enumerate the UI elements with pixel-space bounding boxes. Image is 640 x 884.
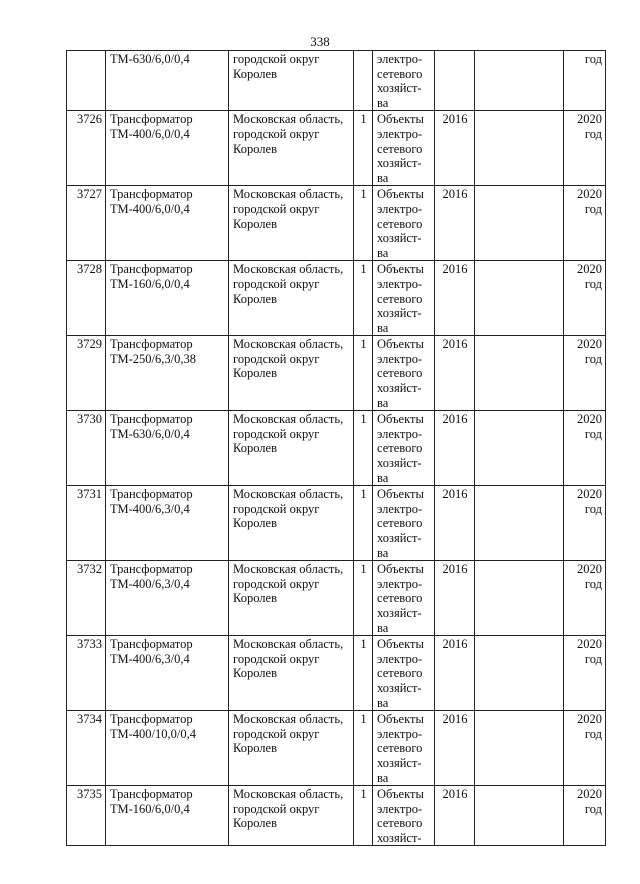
asset-location-line: Королев xyxy=(233,816,277,831)
row-number: 3735 xyxy=(67,786,106,846)
asset-name-line: ТМ-400/6,3/0,4 xyxy=(110,651,190,666)
table-row xyxy=(67,636,606,711)
empty-cell xyxy=(475,486,564,561)
asset-deadline xyxy=(564,561,606,636)
asset-category xyxy=(373,261,435,336)
table-row xyxy=(67,261,606,336)
asset-deadline xyxy=(564,486,606,561)
asset-category-line: электро- xyxy=(377,276,423,291)
asset-category-line: Объекты xyxy=(377,412,424,427)
asset-deadline-line: год xyxy=(584,576,602,591)
asset-deadline-line: год xyxy=(584,126,602,141)
asset-deadline-line: год xyxy=(584,201,602,216)
empty-cell xyxy=(475,186,564,261)
asset-name-line: ТМ-630/6,0/0,4 xyxy=(110,426,190,441)
asset-category xyxy=(373,336,435,411)
asset-category-line: хозяйст- xyxy=(377,381,422,396)
row-number: 3732 xyxy=(67,561,106,636)
table-row xyxy=(67,111,606,186)
asset-category-line: сетевого xyxy=(377,666,423,681)
asset-name-line: Трансформатор xyxy=(110,412,193,427)
asset-year: 2016 xyxy=(435,186,475,261)
asset-category xyxy=(373,636,435,711)
asset-name-line: ТМ-400/6,0/0,4 xyxy=(110,126,190,141)
asset-year: 2016 xyxy=(435,561,475,636)
asset-deadline-line: год xyxy=(584,351,602,366)
table-row xyxy=(67,51,606,111)
row-number xyxy=(67,51,106,111)
row-number: 3729 xyxy=(67,336,106,411)
asset-location-line: городской округ xyxy=(233,726,320,741)
asset-location-line: Королев xyxy=(233,366,277,381)
asset-category-line: хозяйст- xyxy=(377,306,422,321)
asset-deadline xyxy=(564,186,606,261)
asset-location-line: городской округ xyxy=(233,501,320,516)
asset-category-line: хозяйст- xyxy=(377,830,422,845)
asset-category-line: сетевого xyxy=(377,366,423,381)
asset-quantity: 1 xyxy=(354,411,373,486)
row-number: 3733 xyxy=(67,636,106,711)
row-number: 3734 xyxy=(67,711,106,786)
asset-location-line: Московская область, xyxy=(233,187,344,202)
asset-name-line: Трансформатор xyxy=(110,112,193,127)
asset-location-line: городской округ xyxy=(233,576,320,591)
asset-deadline-line: год xyxy=(584,426,602,441)
asset-deadline-line: 2020 xyxy=(577,187,602,202)
asset-category-line: ва xyxy=(377,95,389,110)
asset-category-line: ва xyxy=(377,695,389,710)
asset-name xyxy=(106,111,229,186)
asset-name xyxy=(106,261,229,336)
asset-location-line: Королев xyxy=(233,141,277,156)
asset-category-line: Объекты xyxy=(377,562,424,577)
asset-category-line: ва xyxy=(377,170,389,185)
asset-quantity: 1 xyxy=(354,336,373,411)
asset-deadline xyxy=(564,786,606,846)
asset-category-line: ва xyxy=(377,770,389,785)
asset-name-line: Трансформатор xyxy=(110,562,193,577)
row-number: 3730 xyxy=(67,411,106,486)
asset-quantity: 1 xyxy=(354,636,373,711)
table-row xyxy=(67,336,606,411)
table-row xyxy=(67,786,606,846)
asset-name xyxy=(106,336,229,411)
asset-deadline-line: год xyxy=(584,801,602,816)
asset-quantity: 1 xyxy=(354,261,373,336)
asset-name-line: ТМ-400/6,0/0,4 xyxy=(110,201,190,216)
asset-category-line: ва xyxy=(377,470,389,485)
asset-location xyxy=(229,711,354,786)
asset-location-line: Московская область, xyxy=(233,112,344,127)
asset-category-line: хозяйст- xyxy=(377,81,422,96)
asset-category-line: электро- xyxy=(377,576,423,591)
empty-cell xyxy=(475,51,564,111)
asset-quantity: 1 xyxy=(354,711,373,786)
asset-name-line: ТМ-250/6,3/0,38 xyxy=(110,351,196,366)
asset-category-line: электро- xyxy=(377,52,423,66)
asset-location-line: Королев xyxy=(233,591,277,606)
row-number: 3727 xyxy=(67,186,106,261)
asset-quantity: 1 xyxy=(354,186,373,261)
asset-name-line: ТМ-400/10,0/0,4 xyxy=(110,726,196,741)
asset-name-line: ТМ-160/6,0/0,4 xyxy=(110,276,190,291)
asset-deadline-line: год xyxy=(584,501,602,516)
asset-year: 2016 xyxy=(435,486,475,561)
asset-location xyxy=(229,261,354,336)
asset-location-line: Королев xyxy=(233,66,277,81)
asset-location-line: Московская область, xyxy=(233,412,344,427)
asset-name-line: ТМ-630/6,0/0,4 xyxy=(110,52,190,66)
asset-location xyxy=(229,51,354,111)
asset-location-line: Московская область, xyxy=(233,787,344,802)
asset-category-line: Объекты xyxy=(377,262,424,277)
asset-location-line: Московская область, xyxy=(233,337,344,352)
asset-location-line: Московская область, xyxy=(233,712,344,727)
asset-category-line: электро- xyxy=(377,351,423,366)
asset-location-line: Королев xyxy=(233,666,277,681)
asset-category xyxy=(373,711,435,786)
asset-year: 2016 xyxy=(435,411,475,486)
asset-location-line: Королев xyxy=(233,291,277,306)
asset-location-line: Московская область, xyxy=(233,262,344,277)
table-row xyxy=(67,411,606,486)
row-number: 3726 xyxy=(67,111,106,186)
asset-category xyxy=(373,111,435,186)
asset-category-line: ва xyxy=(377,545,389,560)
asset-deadline-line: 2020 xyxy=(577,412,602,427)
asset-name-line: Трансформатор xyxy=(110,787,193,802)
asset-name-line: Трансформатор xyxy=(110,712,193,727)
asset-name xyxy=(106,186,229,261)
asset-deadline-line: 2020 xyxy=(577,487,602,502)
asset-location-line: Королев xyxy=(233,216,277,231)
asset-category-line: ва xyxy=(377,245,389,260)
asset-location-line: Королев xyxy=(233,441,277,456)
asset-year xyxy=(435,51,475,111)
asset-deadline xyxy=(564,111,606,186)
asset-location-line: Московская область, xyxy=(233,562,344,577)
asset-category-line: электро- xyxy=(377,651,423,666)
asset-category-line: Объекты xyxy=(377,637,424,652)
asset-category-line: сетевого xyxy=(377,741,423,756)
asset-category-line: сетевого xyxy=(377,516,423,531)
asset-category-line: электро- xyxy=(377,126,423,141)
asset-deadline-line: 2020 xyxy=(577,262,602,277)
asset-name-line: Трансформатор xyxy=(110,187,193,202)
empty-cell xyxy=(475,636,564,711)
asset-category-line: электро- xyxy=(377,201,423,216)
asset-location-line: городской округ xyxy=(233,201,320,216)
asset-deadline-line: год xyxy=(584,52,602,66)
asset-deadline-line: 2020 xyxy=(577,637,602,652)
row-number: 3731 xyxy=(67,486,106,561)
asset-location xyxy=(229,786,354,846)
asset-location xyxy=(229,111,354,186)
asset-deadline xyxy=(564,711,606,786)
empty-cell xyxy=(475,711,564,786)
asset-name-line: ТМ-400/6,3/0,4 xyxy=(110,501,190,516)
empty-cell xyxy=(475,411,564,486)
asset-deadline xyxy=(564,411,606,486)
asset-category-line: Объекты xyxy=(377,712,424,727)
asset-quantity: 1 xyxy=(354,111,373,186)
asset-deadline-line: 2020 xyxy=(577,562,602,577)
asset-category xyxy=(373,786,435,846)
asset-category-line: ва xyxy=(377,395,389,410)
asset-category xyxy=(373,51,435,111)
asset-location xyxy=(229,336,354,411)
asset-category-line: электро- xyxy=(377,726,423,741)
asset-deadline-line: год xyxy=(584,651,602,666)
asset-location-line: Королев xyxy=(233,741,277,756)
asset-category xyxy=(373,186,435,261)
asset-category-line: Объекты xyxy=(377,187,424,202)
asset-location-line: городской округ xyxy=(233,801,320,816)
asset-name-line: Трансформатор xyxy=(110,337,193,352)
asset-year: 2016 xyxy=(435,261,475,336)
asset-category-line: электро- xyxy=(377,426,423,441)
asset-location-line: Королев xyxy=(233,516,277,531)
asset-location xyxy=(229,186,354,261)
empty-cell xyxy=(475,561,564,636)
table-row xyxy=(67,186,606,261)
asset-name xyxy=(106,486,229,561)
asset-category-line: ва xyxy=(377,620,389,635)
asset-year: 2016 xyxy=(435,336,475,411)
asset-category-line: Объекты xyxy=(377,337,424,352)
asset-location-line: городской округ xyxy=(233,126,320,141)
page-number: 338 xyxy=(310,34,330,49)
asset-deadline xyxy=(564,51,606,111)
asset-deadline-line: 2020 xyxy=(577,712,602,727)
asset-quantity: 1 xyxy=(354,561,373,636)
asset-category-line: Объекты xyxy=(377,487,424,502)
asset-category-line: сетевого xyxy=(377,66,423,81)
asset-name-line: Трансформатор xyxy=(110,262,193,277)
asset-category-line: электро- xyxy=(377,801,423,816)
asset-location xyxy=(229,636,354,711)
asset-name xyxy=(106,561,229,636)
asset-quantity: 1 xyxy=(354,786,373,846)
asset-category xyxy=(373,411,435,486)
row-number: 3728 xyxy=(67,261,106,336)
asset-category-line: хозяйст- xyxy=(377,531,422,545)
asset-year: 2016 xyxy=(435,111,475,186)
asset-deadline-line: 2020 xyxy=(577,112,602,127)
asset-category-line: сетевого xyxy=(377,291,423,306)
asset-category-line: хозяйст- xyxy=(377,755,422,770)
asset-location-line: городской округ xyxy=(233,651,320,666)
asset-deadline xyxy=(564,261,606,336)
asset-category-line: хозяйст- xyxy=(377,456,422,471)
asset-category-line: Объекты xyxy=(377,787,424,802)
asset-name-line: Трансформатор xyxy=(110,637,193,652)
table-row xyxy=(67,561,606,636)
asset-name-line: Трансформатор xyxy=(110,487,193,502)
asset-category-line: сетевого xyxy=(377,216,423,231)
asset-category-line: хозяйст- xyxy=(377,680,422,695)
asset-deadline-line: год xyxy=(584,726,602,741)
empty-cell xyxy=(475,336,564,411)
table-row xyxy=(67,486,606,561)
asset-category-line: сетевого xyxy=(377,141,423,156)
asset-name xyxy=(106,51,229,111)
asset-name-line: ТМ-160/6,0/0,4 xyxy=(110,801,190,816)
asset-category-line: хозяйст- xyxy=(377,231,422,246)
table-body xyxy=(67,51,606,846)
asset-name xyxy=(106,636,229,711)
asset-category-line: электро- xyxy=(377,501,423,516)
asset-deadline-line: 2020 xyxy=(577,787,602,802)
asset-deadline-line: 2020 xyxy=(577,337,602,352)
asset-category-line: сетевого xyxy=(377,441,423,456)
asset-name xyxy=(106,411,229,486)
empty-cell xyxy=(475,786,564,846)
asset-name-line: ТМ-400/6,3/0,4 xyxy=(110,576,190,591)
asset-quantity xyxy=(354,51,373,111)
asset-year: 2016 xyxy=(435,786,475,846)
asset-category-line: ва xyxy=(377,320,389,335)
asset-year: 2016 xyxy=(435,636,475,711)
asset-location-line: городской округ xyxy=(233,276,320,291)
asset-location xyxy=(229,561,354,636)
asset-location xyxy=(229,411,354,486)
empty-cell xyxy=(475,261,564,336)
asset-category-line: хозяйст- xyxy=(377,605,422,620)
empty-cell xyxy=(475,111,564,186)
asset-location-line: городской округ xyxy=(233,426,320,441)
asset-category-line: хозяйст- xyxy=(377,156,422,171)
asset-deadline-line: год xyxy=(584,276,602,291)
asset-year: 2016 xyxy=(435,711,475,786)
table-row xyxy=(67,711,606,786)
asset-location-line: городской округ xyxy=(233,52,320,66)
asset-deadline xyxy=(564,336,606,411)
asset-location xyxy=(229,486,354,561)
asset-location-line: Московская область, xyxy=(233,487,344,502)
asset-category-line: сетевого xyxy=(377,816,423,831)
asset-name xyxy=(106,786,229,846)
asset-category xyxy=(373,561,435,636)
asset-category-line: сетевого xyxy=(377,591,423,606)
asset-category xyxy=(373,486,435,561)
asset-location-line: Московская область, xyxy=(233,637,344,652)
assets-table xyxy=(66,50,606,846)
asset-quantity: 1 xyxy=(354,486,373,561)
asset-name xyxy=(106,711,229,786)
asset-category-line: Объекты xyxy=(377,112,424,127)
asset-location-line: городской округ xyxy=(233,351,320,366)
asset-deadline xyxy=(564,636,606,711)
